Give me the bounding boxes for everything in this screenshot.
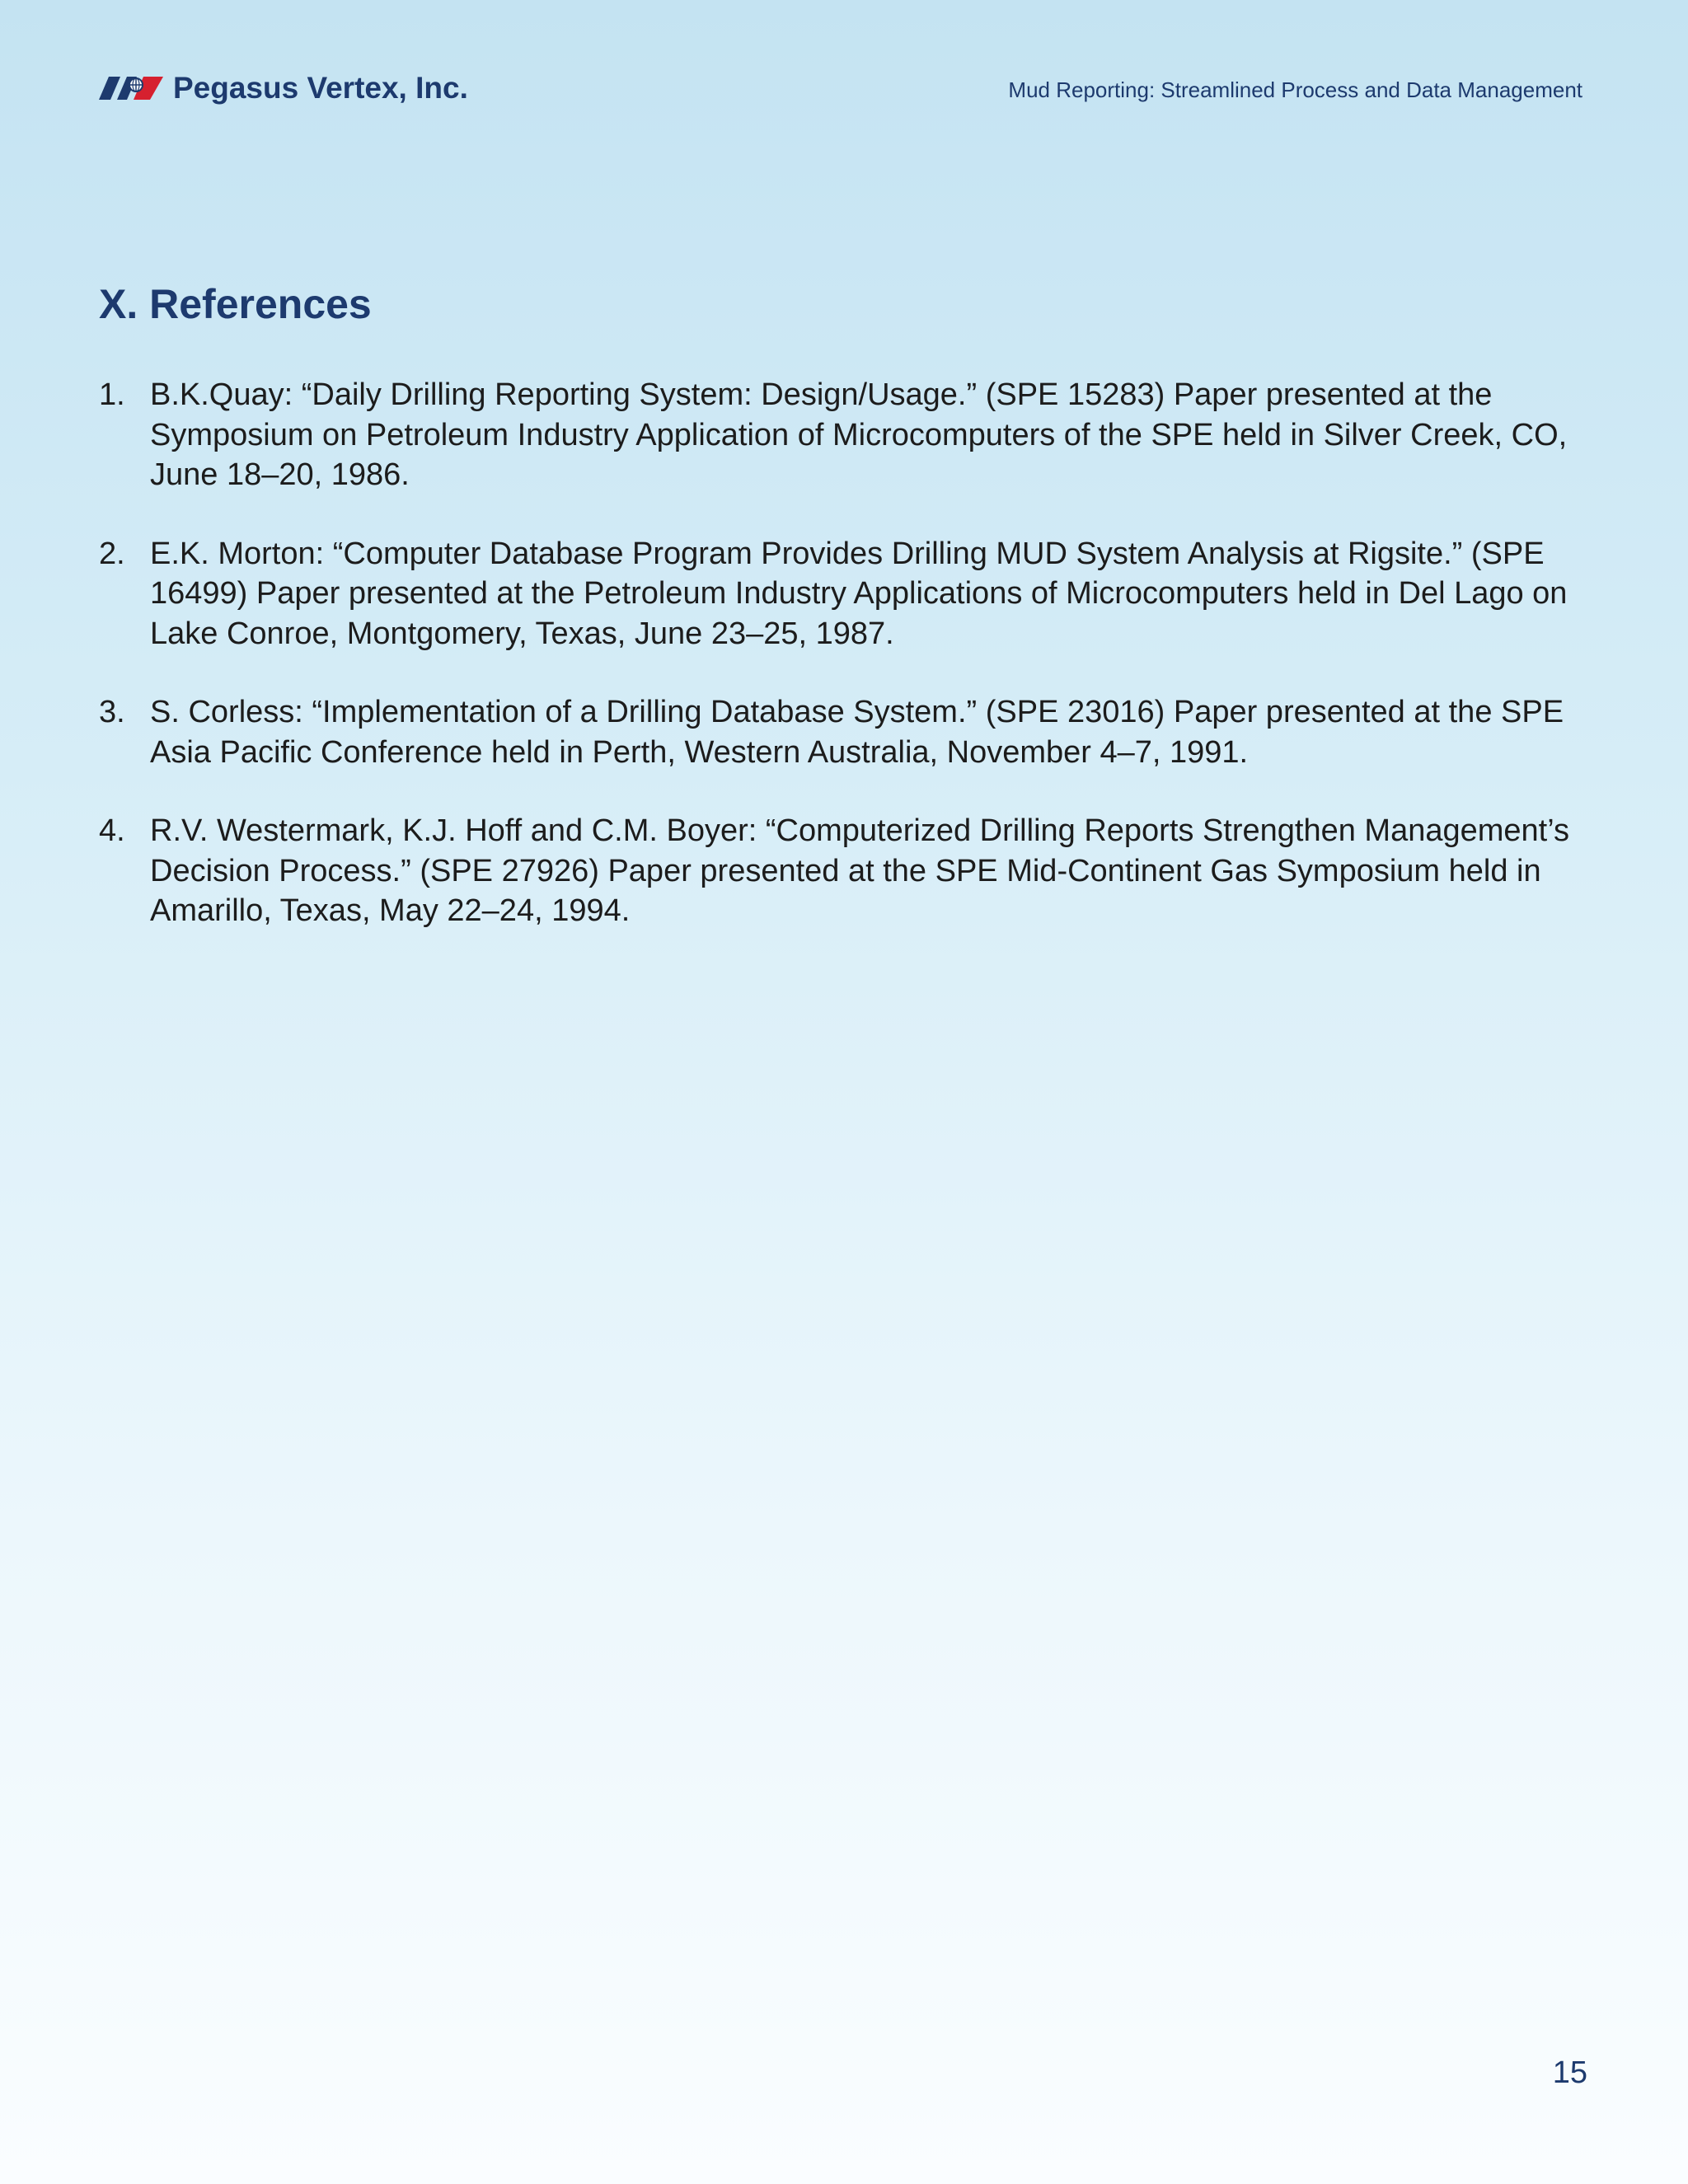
- reference-number: 3.: [99, 695, 125, 729]
- reference-text: S. Corless: “Implementation of a Drilling Database System.” (SPE 23016) Paper presented at the SPE Asia Pacific Conference held in Perth, Western Australia, November 4–7, 1991.: [150, 695, 1564, 770]
- reference-number: 1.: [99, 377, 125, 412]
- pegasus-vertex-logo-icon: [99, 74, 163, 102]
- reference-text: R.V. Westermark, K.J. Hoff and C.M. Boyer: “Computerized Drilling Reports Strengthen Management’s Decision Process.” (SPE 27926) Paper presented at the SPE Mid-Continent Gas Symposium held in Amarillo, Texas, May 22–24, 1994.: [150, 813, 1569, 928]
- page-number: 15: [1552, 2055, 1587, 2090]
- references-list: [99, 375, 1591, 970]
- document-title: Mud Reporting: Streamlined Process and Data Management: [1008, 77, 1582, 102]
- brand: [99, 71, 468, 105]
- reference-text: E.K. Morton: “Computer Database Program Provides Drilling MUD System Analysis at Rigsite.” (SPE 16499) Paper presented at the Petroleum Industry Applications of Microcomputers held in Del Lago on Lake Conroe, Montgomery, Texas, June 23–25, 1987.: [150, 536, 1568, 651]
- section-title: X. References: [99, 281, 372, 327]
- page-header: [99, 66, 1589, 115]
- company-name: Pegasus Vertex, Inc.: [173, 71, 468, 105]
- reference-item-1: [99, 375, 1591, 495]
- reference-item-2: [99, 534, 1591, 654]
- reference-item-4: [99, 811, 1591, 931]
- reference-text: B.K.Quay: “Daily Drilling Reporting System: Design/Usage.” (SPE 15283) Paper presented at the Symposium on Petroleum Industry Application of Microcomputers of the SPE held in Silver Creek, CO, June 18–20, 1986.: [150, 377, 1568, 492]
- reference-number: 4.: [99, 813, 125, 848]
- reference-number: 2.: [99, 536, 125, 571]
- reference-item-3: [99, 692, 1591, 772]
